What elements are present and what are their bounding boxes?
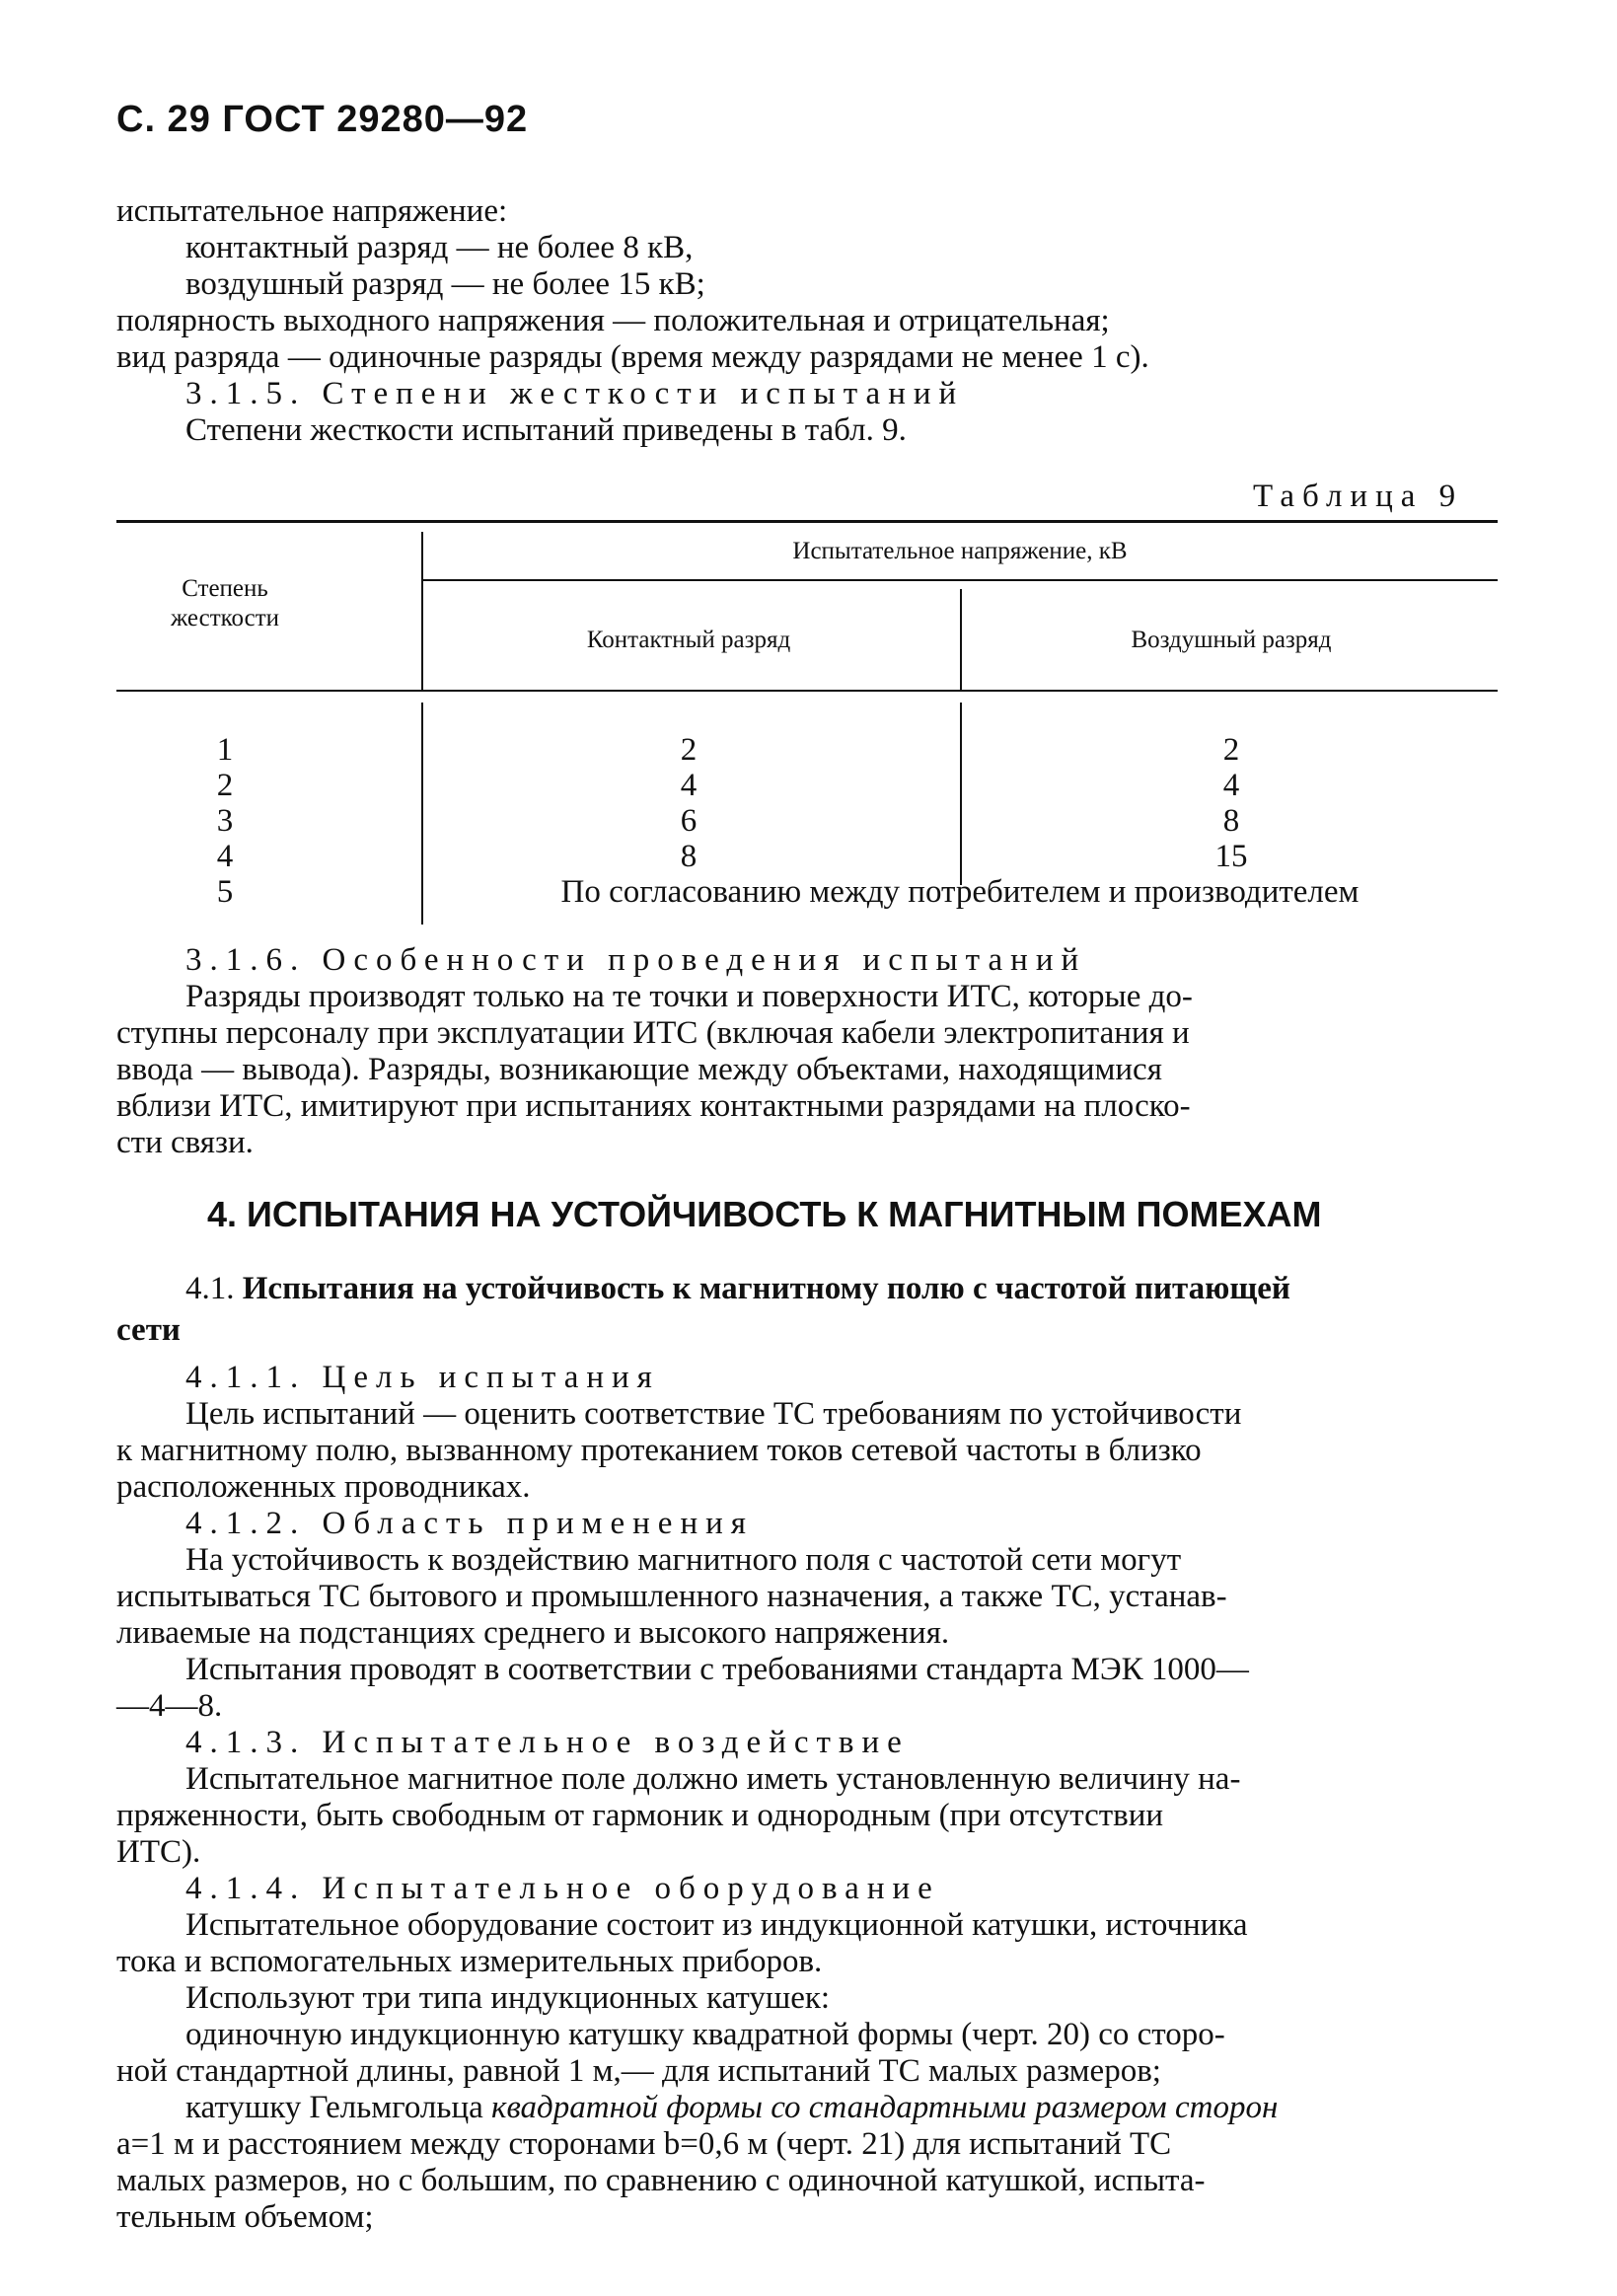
s414-line-5: ной стандартной длины, равной 1 м,— для испытаний ТС малых размеров;	[116, 2053, 1161, 2089]
table-vline-header-1	[421, 532, 423, 690]
s41-number: 4.1.	[185, 1271, 235, 1306]
table-vline-header-2	[960, 589, 962, 690]
cell-degree-2: 2	[216, 768, 234, 803]
section-4-1-2-title	[185, 1506, 1567, 1542]
cell-contact-2: 4	[680, 768, 698, 803]
s414-line-7: a=1 м и расстоянием между сторонами b=0,6 м (черт. 21) для испытаний ТС	[116, 2126, 1172, 2162]
intro-line-1: испытательное напряжение:	[116, 193, 508, 229]
s41-title-line-1	[185, 1271, 1567, 1307]
s414-line-6	[185, 2090, 1567, 2126]
cell-row5-merged: По согласованию между потребителем и производителем	[560, 874, 1360, 910]
section-4-1-1-title-text: 4.1.1. Цель испытания	[185, 1360, 660, 1395]
th-degree: Степень жесткости	[170, 575, 280, 631]
s316-line-2: ступны персоналу при эксплуатации ИТС (включая кабели электропитания и	[116, 1015, 1190, 1051]
intro-line-4: полярность выходного напряжения — положительная и отрицательная;	[116, 303, 1110, 338]
s414-line-8: малых размеров, но с большим, по сравнению с одиночной катушкой, испыта-	[116, 2163, 1206, 2198]
s41-title: Испытания на устойчивость к магнитному полю с частотой питающей	[242, 1271, 1290, 1306]
cell-air-1: 2	[1222, 732, 1240, 768]
s412-line-5: —4—8.	[116, 1688, 223, 1724]
table-vline-body-1	[421, 703, 423, 925]
s411-line-3: расположенных проводниках.	[116, 1469, 531, 1505]
section-3-1-5-title	[185, 376, 1567, 412]
s414-line-2: тока и вспомогательных измерительных приборов.	[116, 1944, 823, 1979]
table-caption: Таблица 9	[1253, 479, 1464, 514]
s411-line-1: Цель испытаний — оценить соответствие ТС требованиям по устойчивости	[185, 1396, 1242, 1432]
section-4-title: 4. ИСПЫТАНИЯ НА УСТОЙЧИВОСТЬ К МАГНИТНЫМ ПОМЕХАМ	[207, 1194, 1322, 1234]
s412-line-1: На устойчивость к воздействию магнитного поля с частотой сети могут	[185, 1542, 1182, 1578]
cell-contact-1: 2	[680, 732, 698, 768]
section-4-1-3-title	[185, 1725, 1567, 1761]
section-4-1-4-title	[185, 1871, 1567, 1907]
cell-degree-4: 4	[216, 839, 234, 874]
cell-contact-3: 6	[680, 803, 698, 839]
intro-line-7: Степени жесткости испытаний приведены в табл. 9.	[185, 412, 907, 448]
table-header-rule	[116, 690, 1498, 692]
section-3-1-6-title	[185, 942, 1567, 979]
s316-line-1: Разряды производят только на те точки и поверхности ИТС, которые до-	[185, 979, 1193, 1014]
th-voltage: Испытательное напряжение, кВ	[792, 538, 1128, 564]
s414-line-3: Используют три типа индукционных катушек:	[185, 1980, 831, 2016]
s412-line-4: Испытания проводят в соответствии с требованиями стандарта МЭК 1000—	[185, 1652, 1249, 1687]
section-4-1-2-title-text: 4.1.2. Область применения	[185, 1506, 754, 1541]
s316-line-3: ввода — вывода). Разряды, возникающие между объектами, находящимися	[116, 1052, 1162, 1087]
s413-line-1: Испытательное магнитное поле должно иметь установленную величину на-	[185, 1761, 1241, 1797]
table-top-rule	[116, 520, 1498, 523]
intro-line-5: вид разряда — одиночные разряды (время между разрядами не менее 1 с).	[116, 339, 1149, 375]
cell-air-3: 8	[1222, 803, 1240, 839]
s411-line-2: к магнитному полю, вызванному протеканием токов сетевой частоты в близко	[116, 1433, 1202, 1468]
cell-degree-5: 5	[216, 874, 234, 910]
cell-degree-3: 3	[216, 803, 234, 839]
s414-line-1: Испытательное оборудование состоит из индукционной катушки, источника	[185, 1907, 1248, 1943]
s414-line-6b: квадратной формы со стандартными размером сторон	[491, 2090, 1279, 2125]
section-3-1-5-title-text: 3.1.5. Степени жесткости испытаний	[185, 376, 965, 411]
s412-line-2: испытываться ТС бытового и промышленного назначения, а также ТС, устанав-	[116, 1579, 1227, 1614]
s412-line-3: ливаемые на подстанциях среднего и высокого напряжения.	[116, 1615, 950, 1651]
intro-line-3: воздушный разряд — не более 15 кВ;	[185, 266, 705, 302]
section-4-1-4-title-text: 4.1.4. Испытательное оборудование	[185, 1871, 940, 1906]
th-air: Воздушный разряд	[1131, 627, 1332, 653]
cell-degree-1: 1	[216, 732, 234, 768]
s414-line-6a: катушку Гельмгольца	[185, 2090, 483, 2125]
s414-line-9: тельным объемом;	[116, 2199, 374, 2235]
s316-line-4: вблизи ИТС, имитируют при испытаниях контактными разрядами на плоско-	[116, 1088, 1191, 1124]
s414-line-4: одиночную индукционную катушку квадратной формы (черт. 20) со сторо-	[185, 2017, 1225, 2052]
cell-air-4: 15	[1214, 839, 1248, 874]
table-9	[116, 520, 1498, 934]
intro-line-2: контактный разряд — не более 8 кВ,	[185, 230, 694, 265]
cell-contact-4: 8	[680, 839, 698, 874]
s413-line-3: ИТС).	[116, 1834, 201, 1870]
section-3-1-6-title-text: 3.1.6. Особенности проведения испытаний	[185, 942, 1087, 978]
s41-title-line-2: сети	[116, 1312, 181, 1348]
page-header: С. 29 ГОСТ 29280—92	[116, 99, 529, 140]
section-4-1-1-title	[185, 1360, 1567, 1396]
table-vline-body-2	[960, 703, 962, 885]
s316-line-5: сти связи.	[116, 1125, 254, 1160]
th-contact: Контактный разряд	[586, 627, 791, 653]
table-subheader-rule	[422, 579, 1498, 581]
s413-line-2: пряженности, быть свободным от гармоник и однородным (при отсутствии	[116, 1798, 1164, 1833]
section-4-1-3-title-text: 4.1.3. Испытательное воздействие	[185, 1725, 910, 1760]
cell-air-2: 4	[1222, 768, 1240, 803]
